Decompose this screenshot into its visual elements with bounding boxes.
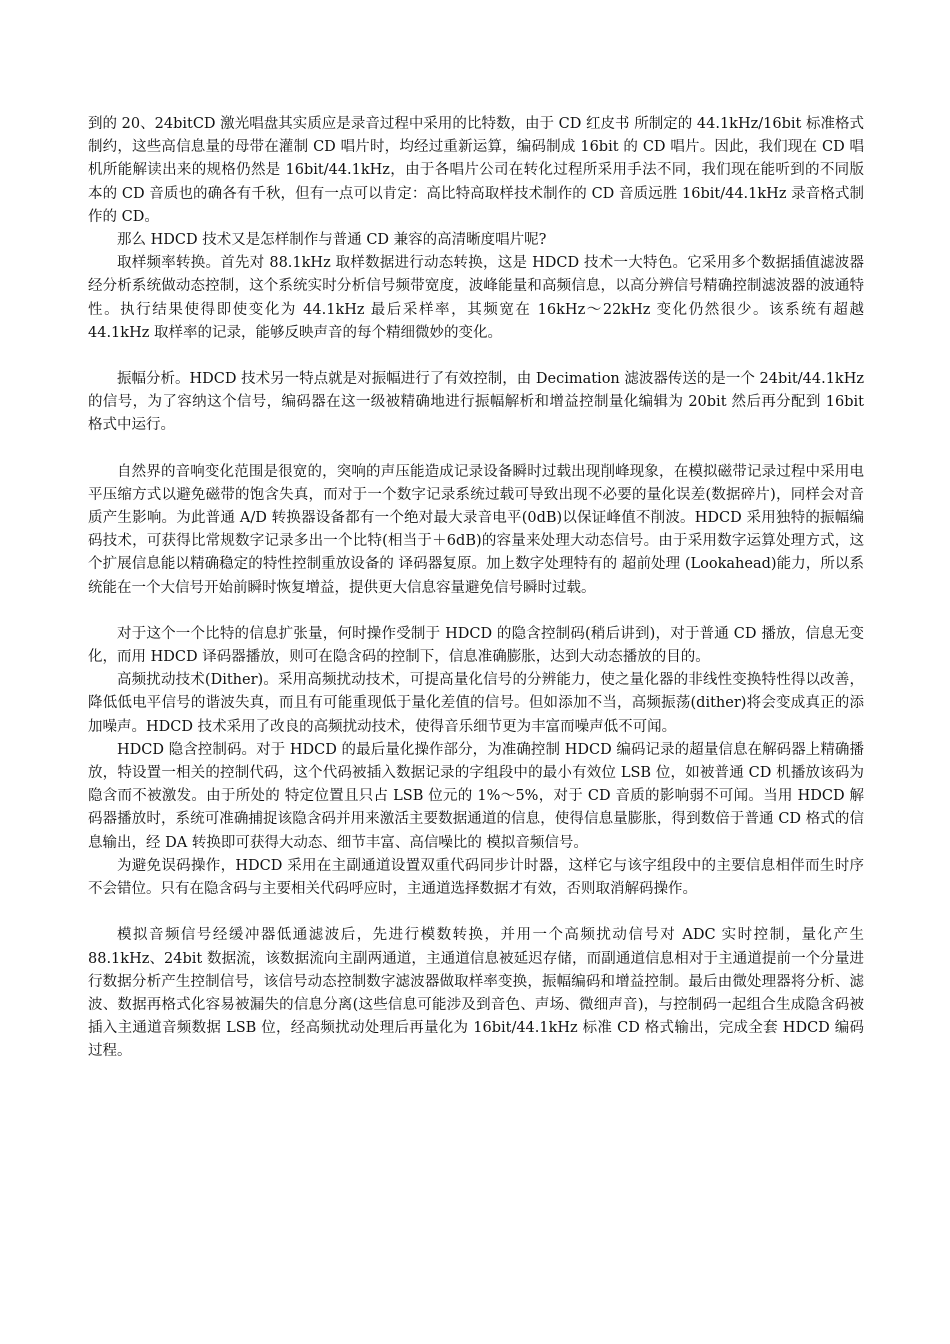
paragraph-dither: 高频扰动技术(Dither)。采用高频扰动技术，可提高量化信号的分辨能力，使之量化器的非线性变换特性得以改善，降低低电平信号的谐波失真，而且有可能重现低于量化差值的信号。但如添加不当，高频振荡(dither)将会变成真正的添加噪声。HDCD 技术采用了改良的高频扰动技术，使得音乐细节更为丰富而噪声低不可闻。: [88, 672, 864, 735]
paragraph-sample-rate-conversion: 取样频率转换。首先对 88.1kHz 取样数据进行动态转换，这是 HDCD 技术一大特色。它采用多个数据插值滤波器经分析系统做动态控制，这个系统实时分析信号频带宽度，波峰能量和高频信息，以高分辨信号精确控制滤波器的波通特性。执行结果使得即使变化为 44.1kHz 最后采样率，其频宽在 16kHz～22kHz 变化仍然很少。该系统有超越 44.1kHz 取样率的记录，能够反映声音的每个精细微妙的变化。: [88, 255, 864, 341]
paragraph-amplitude-analysis: 振幅分析。HDCD 技术另一特点就是对振幅进行了有效控制，由 Decimation 滤波器传送的是一个 24bit/44.1kHz 的信号，为了容纳这个信号，编码器在这一级被精确地进行振幅解析和增益控制量化编辑为 20bit 然后再分配到 16bit 格式中运行。: [88, 371, 864, 434]
paragraph-bit-expansion: 对于这个一个比特的信息扩张量，何时操作受制于 HDCD 的隐含控制码(稍后讲到)，对于普通 CD 播放，信息无变化，而用 HDCD 译码器播放，则可在隐含码的控制下，信息准确膨胀，达到大动态播放的目的。: [88, 625, 864, 666]
paragraph-encoding-process: 模拟音频信号经缓冲器低通滤波后，先进行模数转换，并用一个高频扰动信号对 ADC 实时控制，量化产生 88.1kHz、24bit 数据流，该数据流向主副两通道，主通道信息被延迟存储，而副通道信息相对于主通道提前一个分量进行数据分析产生控制信号，该信号动态控制数字滤波器做取样率变换，振幅编码和增益控制。最后由微处理器将分析、滤波、数据再格式化容易被漏失的信息分离(这些信息可能涉及到音色、声场、微细声音)，与控制码一起组合生成隐含码被插入主通道音频数据 LSB 位，经高频扰动处理后再量化为 16bit/44.1kHz 标准 CD 格式输出，完成全套 HDCD 编码过程。: [88, 927, 864, 1060]
paragraph-hdcd-question: 那么 HDCD 技术又是怎样制作与普通 CD 兼容的高清晰度唱片呢?: [117, 232, 547, 249]
document-body: [88, 113, 864, 1064]
paragraph-dynamic-range: 自然界的音响变化范围是很宽的，突响的声压能造成记录设备瞬时过载出现削峰现象，在模拟磁带记录过程中采用电平压缩方式以避免磁带的饱含失真，而对于一个数字记录系统过载可导致出现不必要的量化误差(数据碎片)，同样会对音质产生影响。为此普通 A/D 转换器设备都有一个绝对最大录音电平(0dB)以保证峰值不削波。HDCD 采用独特的振幅编码技术，可获得比常规数字记录多出一个比特(相当于＋6dB)的容量来处理大动态信号。由于采用数字运算处理方式，这个扩展信息能以精确稳定的特性控制重放设备的 译码器复原。加上数字处理特有的 超前处理 (Lookahead)能力，所以系统能在一个大信号开始前瞬时恢复增益，提供更大信息容量避免信号瞬时过载。: [88, 463, 864, 596]
paragraph-cd-bit-depth: 到的 20、24bitCD 激光唱盘其实质应是录音过程中采用的比特数，由于 CD 红皮书 所制定的 44.1kHz/16bit 标准格式制约，这些高信息量的母带在灌制 CD 唱片时，均经过重新运算，编码制成 16bit 的 CD 唱片。因此，我们现在 CD 唱机所能解读出来的规格仍然是 16bit/44.1kHz，由于各唱片公司在转化过程所采用手法不同，我们现在能听到的不同版本的 CD 音质也的确各有千秋，但有一点可以肯定：高比特高取样技术制作的 CD 音质远胜 16bit/44.1kHz 录音格式制作的 CD。: [88, 116, 864, 225]
paragraph-sync-timer: 为避免误码操作，HDCD 采用在主副通道设置双重代码同步计时器，这样它与该字组段中的主要信息相伴而生时序不会错位。只有在隐含码与主要相关代码呼应时，主通道选择数据才有效，否则取消解码操作。: [88, 857, 864, 898]
paragraph-hidden-control-code: HDCD 隐含控制码。对于 HDCD 的最后量化操作部分，为准确控制 HDCD 编码记录的超量信息在解码器上精确播放，特设置一相关的控制代码，这个代码被插入数据记录的字组段中的最小有效位 LSB 位，如被普通 CD 机播放该码为隐含而不被激发。由于所处的 特定位置且只占 LSB 位元的 1%～5%，对于 CD 音质的影响弱不可闻。当用 HDCD 解码器播放时，系统可准确捕捉该隐含码并用来激活主要数据通道的信息，使得信息量膨胀，得到数倍于普通 CD 格式的信息输出，经 DA 转换即可获得大动态、细节丰富、高信噪比的 模拟音频信号。: [88, 741, 864, 851]
